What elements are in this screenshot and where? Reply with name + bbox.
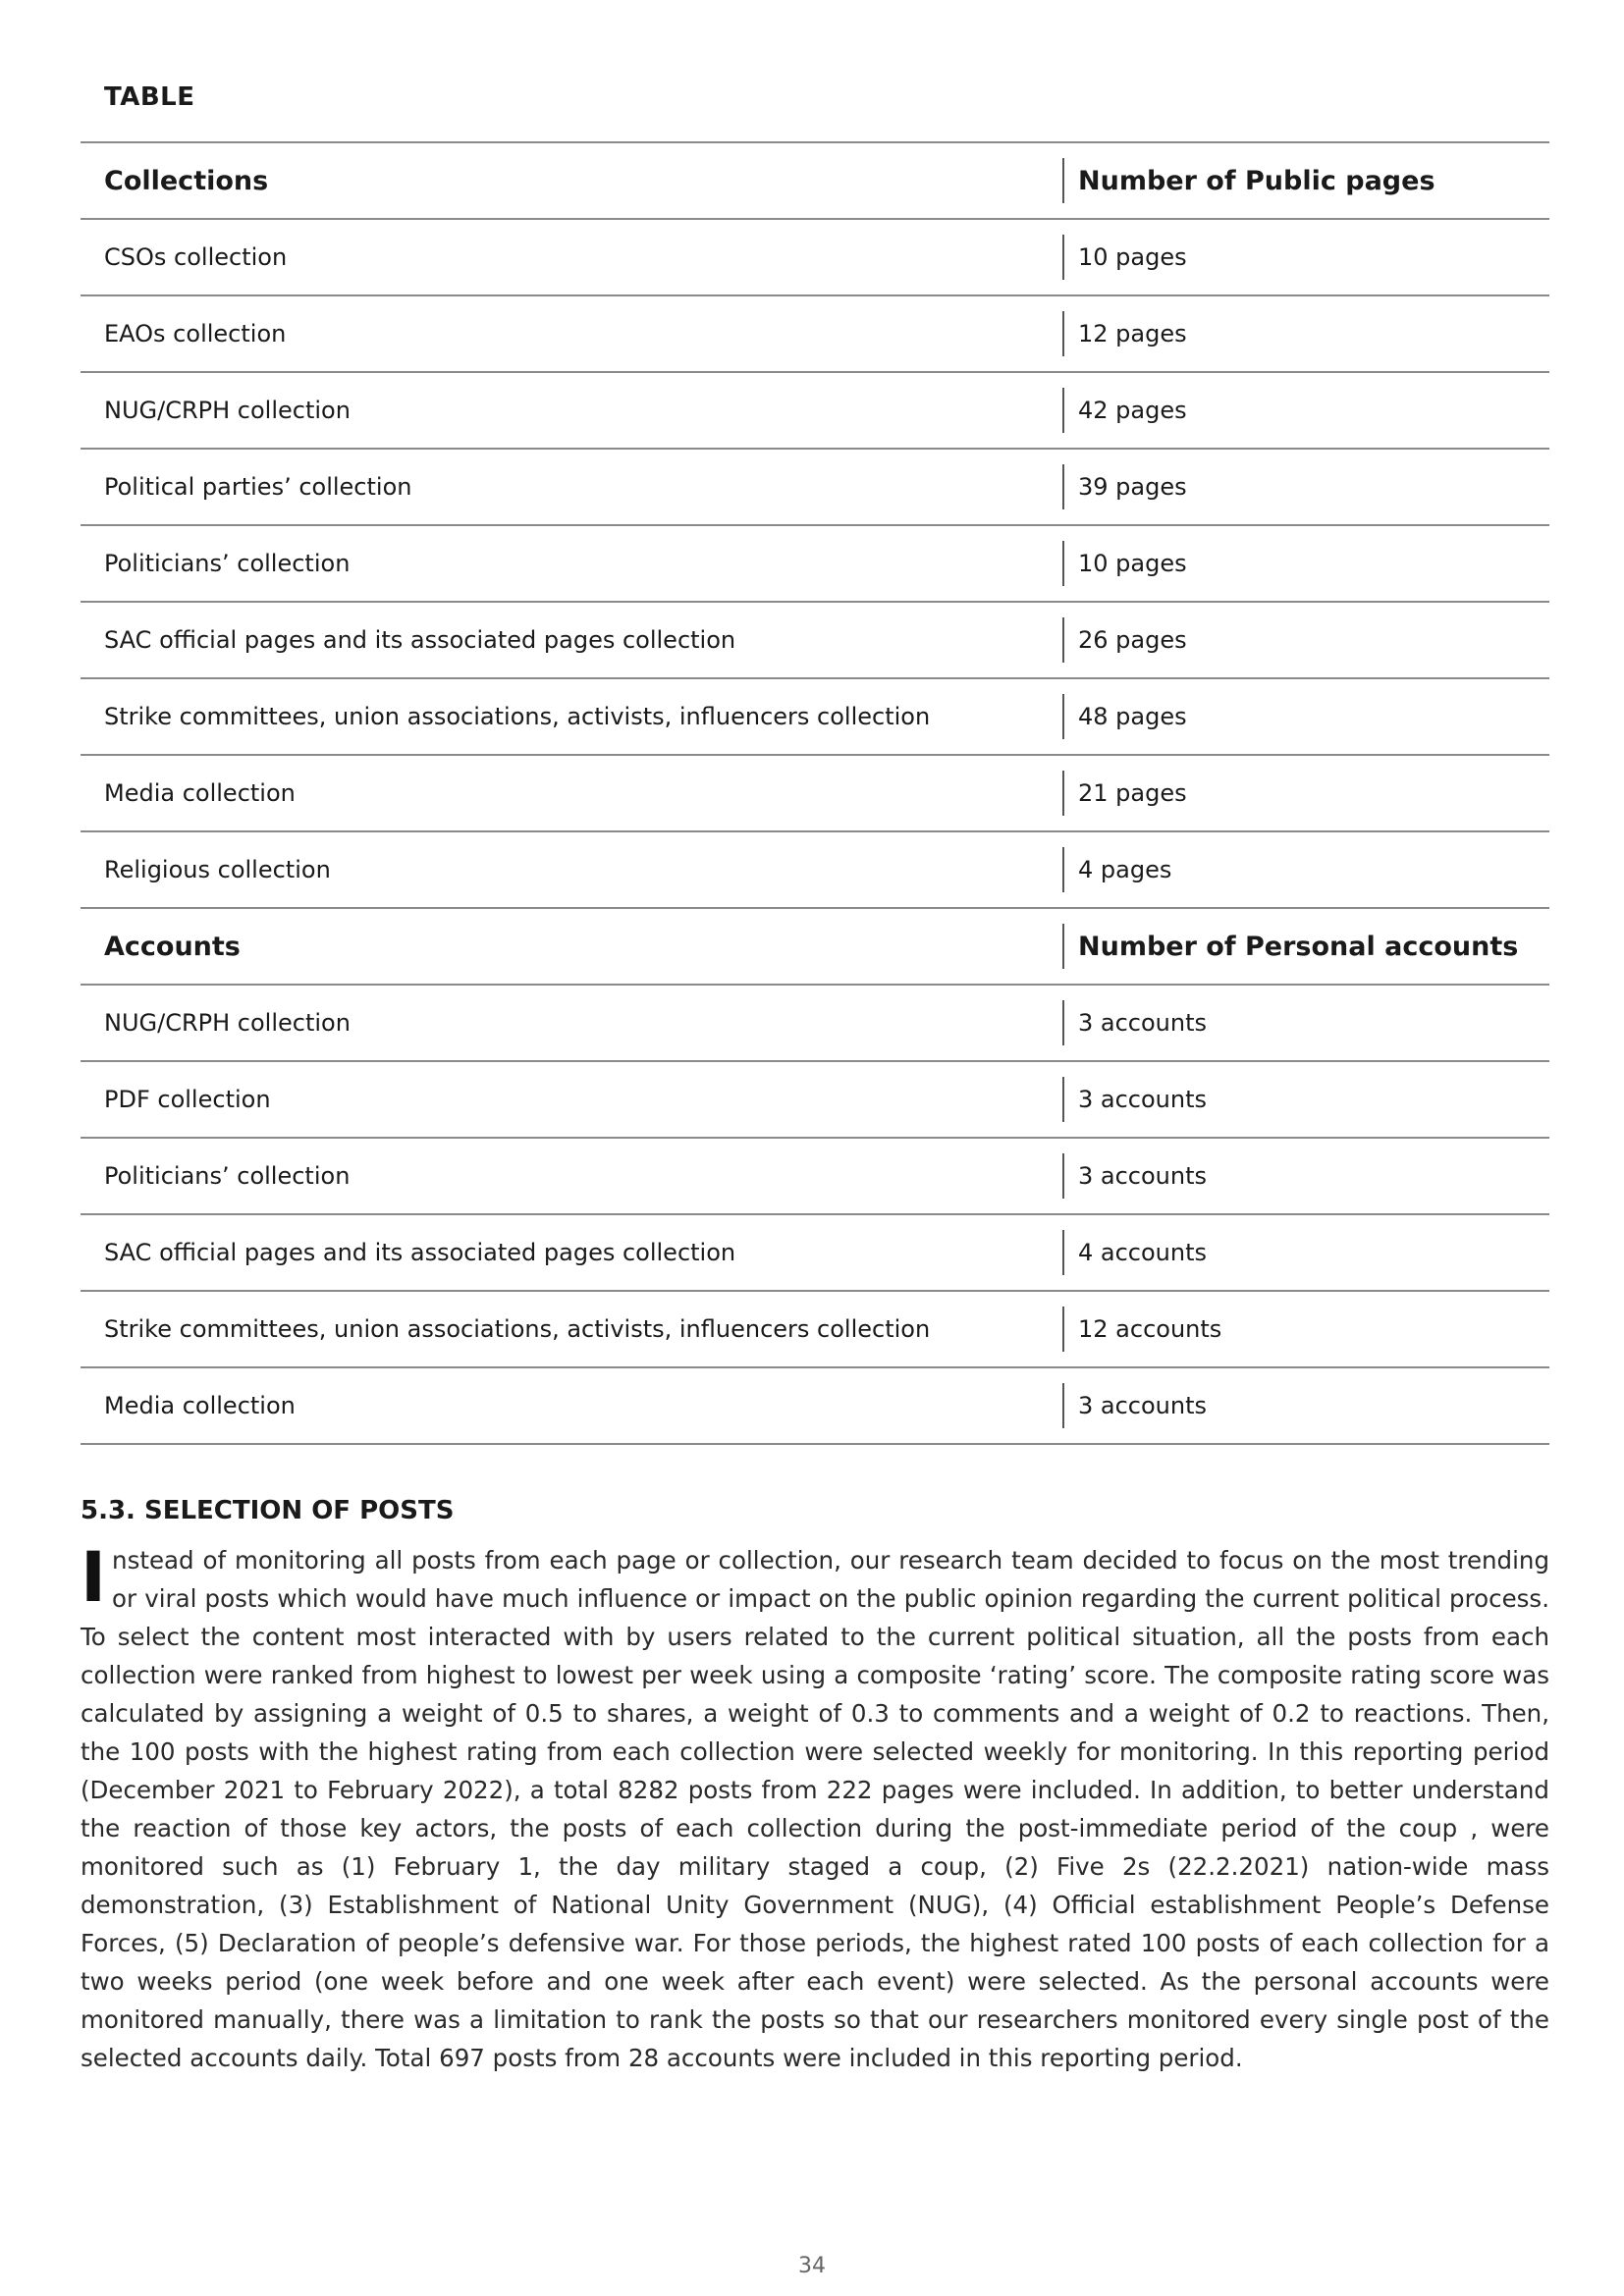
table-row <box>81 1368 1549 1445</box>
table-row <box>81 1139 1549 1215</box>
table-row <box>81 679 1549 756</box>
table-row <box>81 450 1549 526</box>
body-paragraph <box>81 1537 1549 2077</box>
account-count: 4 accounts <box>1062 1230 1549 1275</box>
table-row <box>81 220 1549 296</box>
table-row <box>81 832 1549 909</box>
paragraph-text: nstead of monitoring all posts from each page or collection, our research team decided to focus on the most trending or viral posts which would have much influence or impact on the public opinion regarding the current political process. To select the content most interacted with by users related to the current political situation, all the posts from each collection were ranked from highest to lowest per week using a composite ‘rating’ score. The composite rating score was calculated by assigning a weight of 0.5 to shares, a weight of 0.3 to comments and a weight of 0.2 to reactions. Then, the 100 posts with the highest rating from each collection were selected weekly for monitoring. In this reporting period (December 2021 to February 2022), a total 8282 posts from 222 pages were included. In addition, to better understand the reaction of those key actors, the posts of each collection during the post-immediate period of the coup , were monitored such as (1) February 1, the day military staged a coup, (2) Five 2s (22.2.2021) nation-wide mass demonstration, (3) Establishment of National Unity Government (NUG), (4) Official establishment People’s Defense Forces, (5) Declaration of people’s defensive war. For those periods, the highest rated 100 posts of each collection for a two weeks period (one week before and one week after each event) were selected. As the personal accounts were monitored manually, there was a limitation to rank the posts so that our researchers monitored every single post of the selected accounts daily. Total 697 posts from 28 accounts were included in this reporting period. <box>81 1546 1549 2072</box>
account-name: Strike committees, union associations, activists, influencers collection <box>104 1315 931 1343</box>
collection-name: CSOs collection <box>104 243 288 271</box>
collections-header-right: Number of Public pages <box>1062 158 1549 203</box>
account-name: Politicians’ collection <box>104 1162 351 1190</box>
section-title: 5.3. SELECTION OF POSTS <box>81 1496 455 1525</box>
collection-name: Politicians’ collection <box>104 550 351 577</box>
accounts-header-row <box>81 909 1549 986</box>
account-count: 12 accounts <box>1062 1307 1549 1352</box>
collection-name: SAC official pages and its associated pages collection <box>104 626 736 654</box>
collections-header-left: Collections <box>104 165 269 196</box>
collection-count: 42 pages <box>1062 388 1549 433</box>
collection-count: 39 pages <box>1062 464 1549 509</box>
collections-header-row <box>81 143 1549 220</box>
table-row <box>81 756 1549 832</box>
collection-count: 10 pages <box>1062 235 1549 280</box>
table-label: TABLE <box>104 82 195 112</box>
table-row <box>81 1292 1549 1368</box>
account-count: 3 accounts <box>1062 1077 1549 1122</box>
account-name: Media collection <box>104 1392 296 1419</box>
table-row <box>81 296 1549 373</box>
account-name: PDF collection <box>104 1086 271 1113</box>
table-row <box>81 373 1549 450</box>
collection-name: NUG/CRPH collection <box>104 397 351 424</box>
account-count: 3 accounts <box>1062 1153 1549 1199</box>
table-row <box>81 603 1549 679</box>
collection-count: 10 pages <box>1062 541 1549 586</box>
data-table <box>81 141 1549 1445</box>
accounts-header-left: Accounts <box>104 931 241 962</box>
collection-count: 26 pages <box>1062 617 1549 663</box>
collection-name: EAOs collection <box>104 320 287 347</box>
collection-name: Strike committees, union associations, activists, influencers collection <box>104 703 931 730</box>
account-count: 3 accounts <box>1062 1383 1549 1428</box>
collection-count: 48 pages <box>1062 694 1549 739</box>
accounts-header-right: Number of Personal accounts <box>1062 924 1549 969</box>
drop-cap: I <box>81 1537 107 1618</box>
table-row <box>81 986 1549 1062</box>
collection-count: 4 pages <box>1062 847 1549 892</box>
collection-count: 12 pages <box>1062 311 1549 356</box>
table-row <box>81 1062 1549 1139</box>
table-row <box>81 1215 1549 1292</box>
collection-name: Religious collection <box>104 856 331 883</box>
collection-name: Political parties’ collection <box>104 473 412 501</box>
account-name: NUG/CRPH collection <box>104 1009 351 1037</box>
collection-name: Media collection <box>104 779 296 807</box>
account-name: SAC official pages and its associated pages collection <box>104 1239 736 1266</box>
collection-count: 21 pages <box>1062 771 1549 816</box>
page-number: 34 <box>798 2254 826 2278</box>
table-row <box>81 526 1549 603</box>
account-count: 3 accounts <box>1062 1000 1549 1045</box>
